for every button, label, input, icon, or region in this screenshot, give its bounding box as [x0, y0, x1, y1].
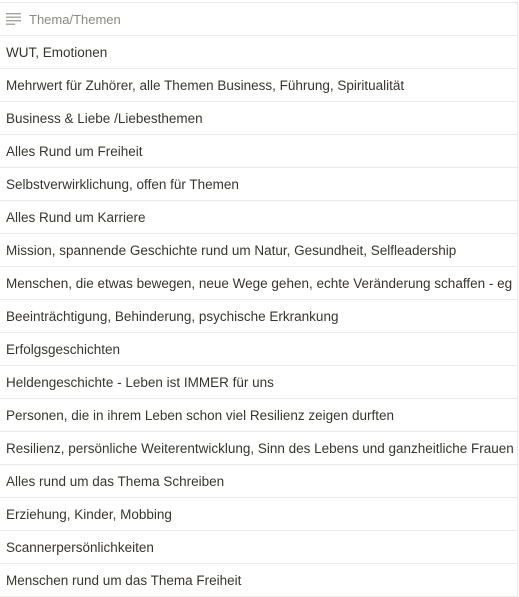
table-row[interactable]: [0, 498, 517, 531]
cell-text: WUT, Emotionen: [6, 44, 108, 60]
cell-text: Resilienz, persönliche Weiterentwicklung, Sinn des Lebens und ganzheitliche Frauen: [6, 440, 514, 456]
cell-text: Personen, die in ihrem Leben schon viel Resilienz zeigen durften: [6, 407, 394, 423]
table-row[interactable]: [0, 36, 517, 69]
table-row[interactable]: [0, 333, 517, 366]
text-lines-icon: [6, 13, 21, 25]
column-header-label: Thema/Themen: [29, 11, 121, 27]
table-row[interactable]: [0, 69, 517, 102]
table-row[interactable]: [0, 102, 517, 135]
cell-text: Menschen rund um das Thema Freiheit: [6, 572, 242, 588]
table-row[interactable]: [0, 168, 517, 201]
cell-text: Mission, spannende Geschichte rund um Natur, Gesundheit, Selfleadership: [6, 242, 457, 258]
table-row[interactable]: [0, 432, 517, 465]
thema-column: [0, 2, 518, 597]
cell-text: Alles Rund um Freiheit: [6, 143, 143, 159]
cell-text: Selbstverwirklichung, offen für Themen: [6, 176, 239, 192]
cell-text: Business & Liebe /Liebesthemen: [6, 110, 203, 126]
rows-list: [0, 36, 517, 597]
cell-text: Scannerpersönlichkeiten: [6, 539, 154, 555]
table-row[interactable]: [0, 201, 517, 234]
table-row[interactable]: [0, 465, 517, 498]
cell-text: Erziehung, Kinder, Mobbing: [6, 506, 172, 522]
cell-text: Beeinträchtigung, Behinderung, psychische Erkrankung: [6, 308, 339, 324]
table-row[interactable]: [0, 234, 517, 267]
column-header[interactable]: [0, 3, 517, 36]
cell-text: Menschen, die etwas bewegen, neue Wege gehen, echte Veränderung schaffen - eg: [6, 275, 513, 291]
table-row[interactable]: [0, 564, 517, 597]
cell-text: Mehrwert für Zuhörer, alle Themen Business, Führung, Spiritualität: [6, 77, 405, 93]
cell-text: Alles Rund um Karriere: [6, 209, 146, 225]
table-row[interactable]: [0, 267, 517, 300]
cell-text: Heldengeschichte - Leben ist IMMER für uns: [6, 374, 274, 390]
table-row[interactable]: [0, 399, 517, 432]
cell-text: Erfolgsgeschichten: [6, 341, 121, 357]
table-row[interactable]: [0, 135, 517, 168]
cell-text: Alles rund um das Thema Schreiben: [6, 473, 225, 489]
table-row[interactable]: [0, 531, 517, 564]
table-row[interactable]: [0, 366, 517, 399]
table-row[interactable]: [0, 300, 517, 333]
